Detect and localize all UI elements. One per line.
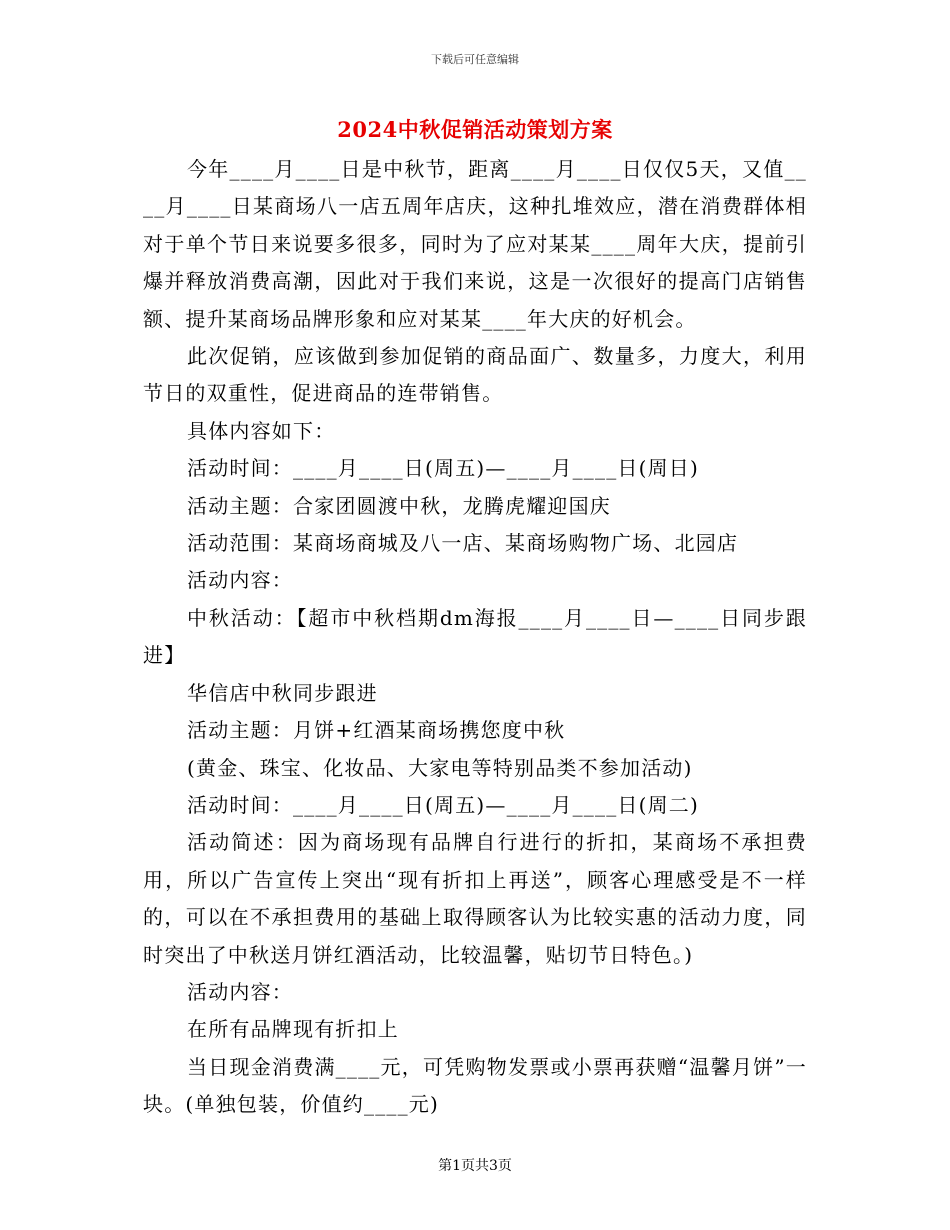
paragraph-huaxin-store: 华信店中秋同步跟进 xyxy=(187,680,378,705)
paragraph-intro: 今年____月____日是中秋节，距离____月____日仅仅5天，又值____月____日某商场八一店五周年店庆，这种扎堆效应，潜在消费群体相对于单个节日来说要多很多，同时为了应对某某____周年大庆，提前引爆并释放消费高潮，因此对于我们来说，这是一次很好的提高门店销售额、提升某商场品牌形象和应对某某____年大庆的好机会。 xyxy=(143,157,807,331)
paragraph-huaxin-time: 活动时间：____月____日(周五)—____月____日(周二) xyxy=(187,792,700,817)
paragraph-mooncake-gift: 当日现金消费满____元，可凭购物发票或小票再获赠“温馨月饼”一块。(单独包装，价值约____元) xyxy=(143,1054,807,1117)
paragraph-promotion-goal: 此次促销，应该做到参加促销的商品面广、数量多，力度大，利用节日的双重性，促进商品的连带销售。 xyxy=(143,344,807,406)
paragraph-activity-content-heading: 活动内容： xyxy=(187,568,293,593)
paragraph-details-heading: 具体内容如下： xyxy=(187,418,336,443)
paragraph-huaxin-content-heading: 活动内容： xyxy=(187,979,293,1004)
paragraph-mid-autumn-activity: 中秋活动：【超市中秋档期dm海报____月____日—____日同步跟进】 xyxy=(143,605,807,668)
paragraph-activity-theme: 活动主题：合家团圆渡中秋，龙腾虎耀迎国庆 xyxy=(187,493,611,518)
document-title: 2024中秋促销活动策划方案 xyxy=(337,117,613,142)
paragraph-activity-summary: 活动简述：因为商场现有品牌自行进行的折扣，某商场不承担费用，所以广告宣传上突出“现有折扣上再送”，顾客心理感受是不一样的，可以在不承担费用的基础上取得顾客认为比较实惠的活动力度，同时突出了中秋送月饼红酒活动，比较温馨，贴切节日特色。) xyxy=(143,830,807,967)
paragraph-activity-scope: 活动范围：某商场商城及八一店、某商场购物广场、北园店 xyxy=(187,531,739,556)
paragraph-activity-time: 活动时间：____月____日(周五)—____月____日(周日) xyxy=(187,456,700,481)
paragraph-existing-discount: 在所有品牌现有折扣上 xyxy=(187,1017,399,1042)
paragraph-huaxin-theme: 活动主题：月饼+红酒某商场携您度中秋 xyxy=(187,718,566,743)
paragraph-excluded-categories: (黄金、珠宝、化妆品、大家电等特别品类不参加活动) xyxy=(187,755,693,780)
document-body xyxy=(143,151,807,1124)
page-footer-indicator: 第1页共3页 xyxy=(438,1158,512,1174)
page-header-note: 下载后可任意编辑 xyxy=(431,53,519,66)
